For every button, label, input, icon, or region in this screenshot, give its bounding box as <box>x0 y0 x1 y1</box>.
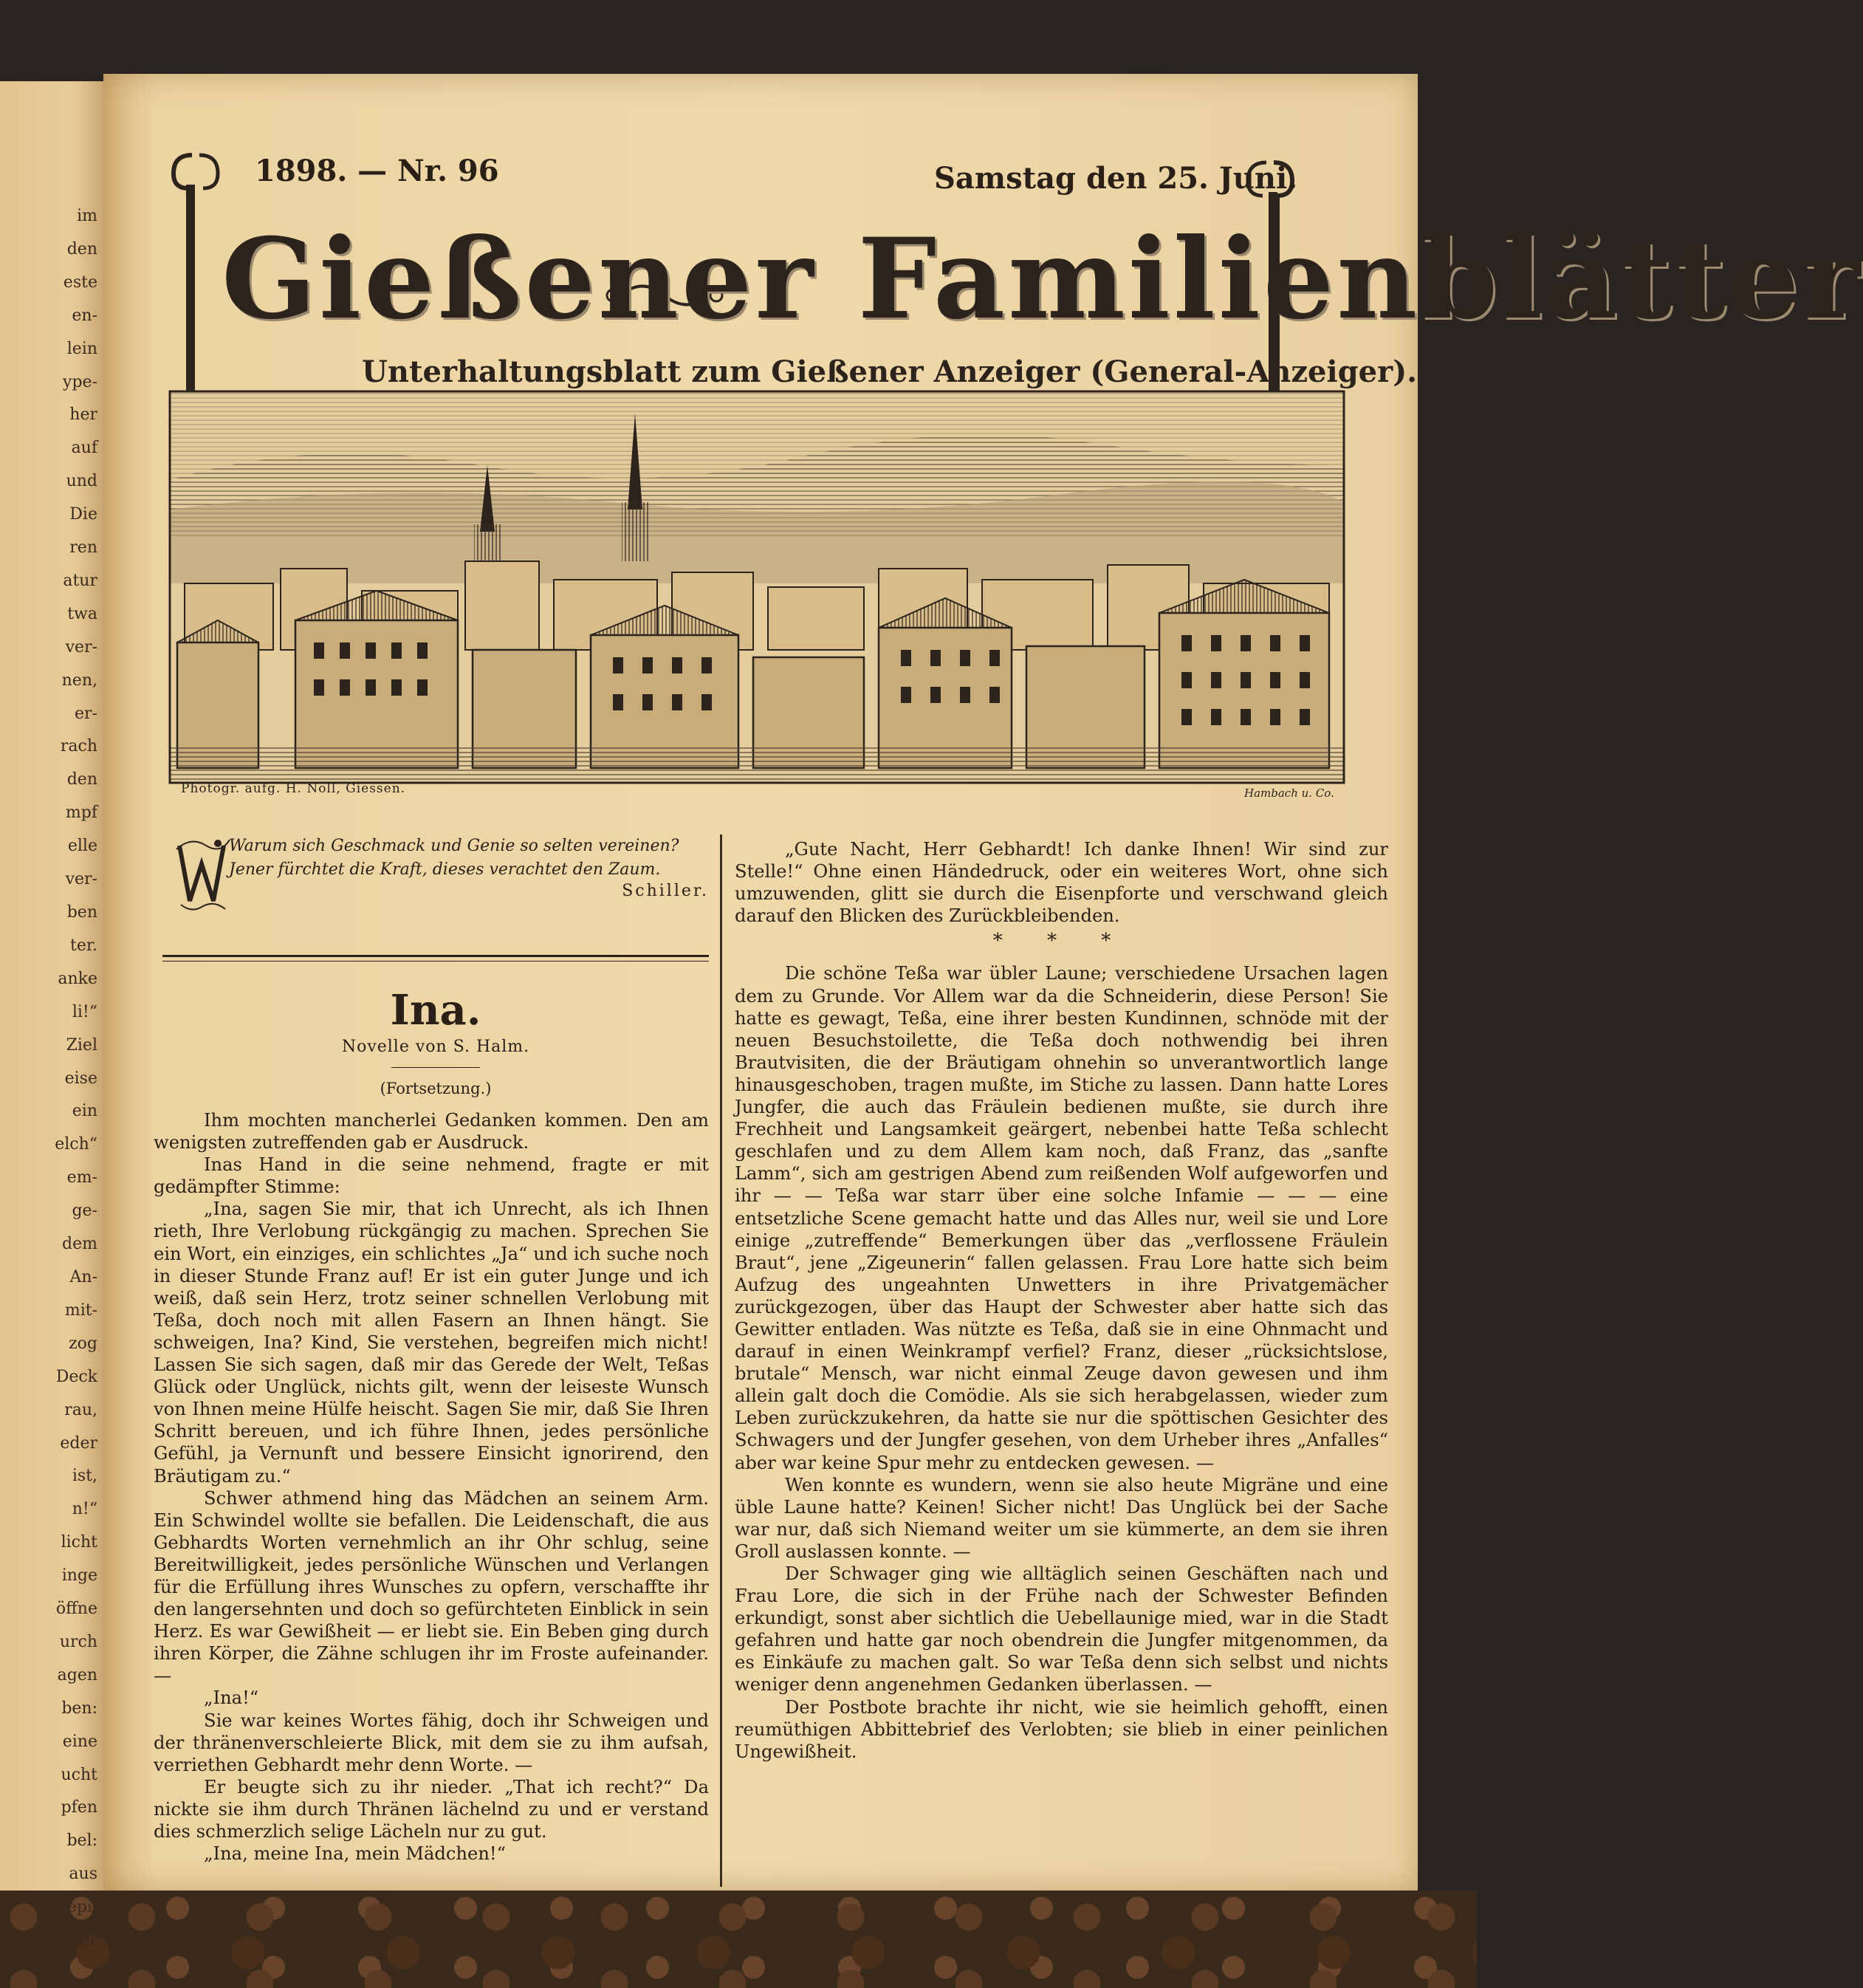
previous-page-text-fragment: zog <box>69 1334 97 1353</box>
newspaper-title: Gießener Familienblätter <box>222 214 1863 344</box>
paragraph: Schwer athmend hing das Mädchen an seinem Arm. Ein Schwindel wollte sie befallen. Die Leidenschaft, die aus Gebhardts Worten vernehmlich an ihr Ohr schlug, seine Bereitwilligkeit, jedes persönliche Wünschen und Verlangen für die Erfüllung ihres Wunsches zu opfern, verschaffte ihr den langersehnten und doch so gefürchteten Einblick in sein Herz. Es war Gewißheit — er liebt sie. Ein Beben ging durch ihren Körper, die Zähne schlugen ihr im Froste aufeinander. — <box>154 1487 709 1687</box>
previous-page-text-fragment: aus <box>69 1865 97 1884</box>
paragraph: Er beugte sich zu ihr nieder. „That ich recht?“ Da nickte sie ihm durch Thränen lächelnd zu und er verstand dies schmerzlich selige Lächeln nur zu gut. <box>154 1776 709 1842</box>
previous-page-text-fragment: eise <box>64 1069 97 1088</box>
previous-page-text-fragment: und <box>66 472 97 491</box>
issue-number: 1898. — Nr. 96 <box>255 154 499 188</box>
previous-page-text-fragment: anke <box>58 969 97 988</box>
previous-page-text-fragment: den <box>66 770 97 789</box>
previous-page-text-fragment: este <box>63 273 97 292</box>
previous-page-text-fragment: im <box>77 207 97 225</box>
previous-page-text-fragment: n!“ <box>72 1500 97 1519</box>
previous-page-text-fragment: bel: <box>66 1831 97 1851</box>
column-divider <box>720 834 722 1887</box>
previous-page-text-fragment: er- <box>75 704 97 723</box>
previous-page-text-fragment: ist, <box>72 1467 97 1486</box>
previous-page-text-fragment: ucht <box>61 1765 97 1784</box>
previous-page-text-fragment: ren <box>69 538 97 558</box>
previous-page-text-fragment: auf <box>71 439 97 458</box>
continuation-note: (Fortsetzung.) <box>380 1080 492 1097</box>
previous-page-text-fragment: agen <box>57 1665 97 1684</box>
previous-page-text-fragment: rau, <box>64 1400 97 1419</box>
issue-date: Samstag den 25. Juni. <box>934 161 1298 196</box>
engraver-credit: Hambach u. Co. <box>1244 786 1334 800</box>
previous-page-text-fragment: ge- <box>72 1202 97 1221</box>
story-subtitle: Novelle von S. Halm. <box>341 1038 530 1056</box>
previous-page-text-fragment: eder <box>60 1433 97 1453</box>
paragraph: Die schöne Teßa war übler Laune; verschiedene Ursachen lagen dem zu Grunde. Vor Allem war da die Schneiderin, diese Person! Sie hatte es gewagt, Teßa, eine ihrer besten Kundinnen, schnöde mit der neuen Besuchstoilette, die Teßa doch nothwendig bei ihren Brautvisiten, die der Bräutigam ohnehin so unverantwortlich lange hinausgeschoben, tragen mußte, im Stiche zu lassen. Dann hatte Lores Jungfer, die auch das Fräulein bedienen mußte, sie durch ihre Frechheit und Langsamkeit geärgert, nebenbei hatte Teßa schlecht geschlafen und zu dem Allem kam noch, daß Franz, das „sanfte Lamm“, sich am gestrigen Abend zum reißenden Wolf aufgeworfen und ihr — — Teßa war starr über eine solche Infamie — — — eine entsetzliche Scene gemacht hatte und das Alles nur, weil sie und Lore einige „zutreffende“ Bemerkungen über das „verflossene Fräulein Braut“, jene „Zigeunerin“ fallen gelassen. Frau Lore hatte sich beim Aufzug des ungeahnten Unwetters in ihre Privatgemächer zurückgezogen, über das Haupt der Schwester aber hatte sich das Gewitter entladen. Was nützte es Teßa, daß sie in eine Ohnmacht und darauf in einen Weinkrampf verfiel? Franz, dieser „rücksichtslose, brutale“ Mensch, war nicht einmal Zeuge davon gewesen und ihm allein galt doch die Comödie. Als sie sich herabgelassen, wieder zum Leben zurückzukehren, da hatte sie nur die spöttischen Gesichter des Schwagers und der Jungfer gesehen, von dem Urheber ihres „Anfalles“ aber war keine Spur mehr zu entdecken gewesen. — <box>735 963 1388 1473</box>
right-column-text <box>735 838 1388 1763</box>
previous-page-edge <box>0 81 103 1950</box>
previous-page-text-fragment: ver- <box>65 637 97 657</box>
previous-page-text-fragment: ver- <box>65 870 97 889</box>
previous-page-text-fragment: her <box>69 405 97 425</box>
paragraph: Wen konnte es wundern, wenn sie also heute Migräne und eine üble Laune hatte? Keinen! Sicher nicht! Das Unglück bei der Sache war nur, daß sich Niemand weiter um sie kümmerte, an dem sie ihren Groll auslassen konnte. — <box>735 1474 1388 1562</box>
previous-page-text-fragment: ber <box>69 1931 97 1950</box>
previous-page-text-fragment: An- <box>69 1267 97 1286</box>
paragraph: Ihm mochten mancherlei Gedanken kommen. Den am wenigsten zutreffenden gab er Ausdruck. <box>154 1110 709 1154</box>
previous-page-text-fragment: eine <box>62 1732 97 1751</box>
previous-page-text-fragment: ben: <box>61 1699 97 1718</box>
previous-page-text-fragment: elle <box>67 837 97 856</box>
previous-page-text-fragment: öffne <box>55 1600 97 1619</box>
previous-page-text-fragment: en- <box>72 306 97 325</box>
previous-page-text-fragment: lein <box>66 339 97 358</box>
previous-page-text-fragment: ype- <box>63 372 97 391</box>
previous-page-text-fragment: ben <box>66 903 97 922</box>
previous-page-text-fragment: den <box>66 239 97 258</box>
paragraph: Der Schwager ging wie alltäglich seinen Geschäften nach und Frau Lore, die sich in der Frühe nach der Schwester Befinden erkundigt, sonst aber sichtlich die Uebellaunige mied, war in die Stadt gefahren und hatte gar noch obendrein die Jungfer mitgenommen, da es Einkäufe zu machen galt. So war Teßa denn sich selbst und nichts weniger denn angenehmen Gedanken überlassen. — <box>735 1563 1388 1696</box>
motto-block <box>229 834 709 900</box>
previous-page-text-fragment: mit- <box>64 1300 97 1320</box>
previous-page-text-fragment: atur <box>63 571 97 590</box>
previous-page-text-fragment: ter. <box>70 936 97 955</box>
previous-page-text-fragment: inge <box>61 1566 97 1586</box>
newspaper-page <box>103 74 1863 1891</box>
previous-page-text-fragment: em- <box>66 1168 97 1187</box>
paragraph: „Ina!“ <box>204 1687 259 1709</box>
story-title: Ina. <box>390 986 481 1035</box>
previous-page-text-fragment: urch <box>59 1632 97 1651</box>
paragraph: „Ina, meine Ina, mein Mädchen!“ <box>204 1843 506 1865</box>
section-rule <box>162 955 709 962</box>
previous-page-text-fragment: pfen <box>61 1798 97 1817</box>
previous-page-text-fragment: Die <box>69 505 97 524</box>
previous-page-text-fragment: mpf <box>65 803 97 823</box>
previous-page-text-fragment: dem <box>62 1235 97 1254</box>
previous-page-text-fragment: Ziel <box>66 1035 97 1055</box>
book-binding <box>0 1891 1477 1988</box>
previous-page-text-fragment: elch“ <box>55 1135 97 1154</box>
previous-page-text-fragment: twa <box>67 604 97 623</box>
ornamental-initial-w <box>174 834 233 916</box>
motto-line: Warum sich Geschmack und Genie so selten vereinen? <box>229 837 679 855</box>
left-column-text <box>154 1109 709 1865</box>
paragraph: Der Postbote brachte ihr nicht, wie sie heimlich gehofft, einen reumüthigen Abbittebrief des Verlobten; sie blieb in einer peinlichen Ungewißheit. <box>735 1696 1388 1762</box>
previous-page-text-fragment: li!“ <box>72 1002 97 1021</box>
paragraph: „Gute Nacht, Herr Gebhardt! Ich danke Ihnen! Wir sind zur Stelle!“ Ohne einen Händedruck, oder ein weiteres Wort, ohne sich umzuwenden, glitt sie durch die Eisenpforte und verschwand gleich darauf den Blicken des Zurückbleibenden. <box>735 839 1388 927</box>
paragraph: Sie war keines Wortes fähig, doch ihr Schweigen und der thränenverschleierte Blick, mit dem sie zu ihm aufsah, verriethen Gebhardt mehr denn Worte. — <box>154 1710 709 1775</box>
city-engraving-illustration <box>170 391 1344 783</box>
previous-page-text-fragment: licht <box>61 1533 97 1552</box>
paragraph: Inas Hand in die seine nehmend, fragte er mit gedämpfter Stimme: <box>154 1154 709 1198</box>
paragraph: „Ina, sagen Sie mir, that ich Unrecht, als ich Ihnen rieth, Ihre Verlobung rückgängig zu machen. Sprechen Sie ein Wort, ein einziges, ein schlichtes „Ja“ und ich suche noch in dieser Stunde Franz auf! Er ist ein guter Junge und ich weiß, daß sein Herz, trotz seiner schnellen Verlobung mit Teßa, doch noch mit allen Fasern an Ihnen hängt. Sie schweigen, Ina? Kind, Sie verstehen, begreifen mich nicht! Lassen Sie sich sagen, daß mir das Gerede der Welt, Teßas Glück oder Unglück, nichts gilt, wenn der leiseste Wunsch von Ihnen meine Hülfe heischt. Sagen Sie mir, daß Sie Ihren Schritt bereuen, und ich führe Ihnen, jedes persönliche Gefühl, ja Vernunft und bessere Einsicht ignorirend, den Bräutigam zu.“ <box>154 1199 709 1487</box>
photo-credit: Photogr. aufg. H. Noll, Giessen. <box>181 781 406 796</box>
previous-page-text-fragment: rach <box>60 737 97 756</box>
motto-line: Jener fürchtet die Kraft, dieses verachtet den Zaum. <box>229 860 661 879</box>
previous-page-text-fragment: ein <box>72 1102 97 1121</box>
previous-page-text-fragment: Deck <box>55 1367 97 1386</box>
previous-page-text-fragment: nen, <box>61 671 97 690</box>
newspaper-subtitle: Unterhaltungsblatt zum Gießener Anzeiger (General-Anzeiger). <box>362 354 1418 389</box>
asterism-separator: * * * <box>992 930 1131 953</box>
motto-author: Schiller. <box>622 882 709 900</box>
title-rule <box>391 1067 480 1068</box>
previous-page-text-fragment: Sepi, <box>55 1898 97 1917</box>
